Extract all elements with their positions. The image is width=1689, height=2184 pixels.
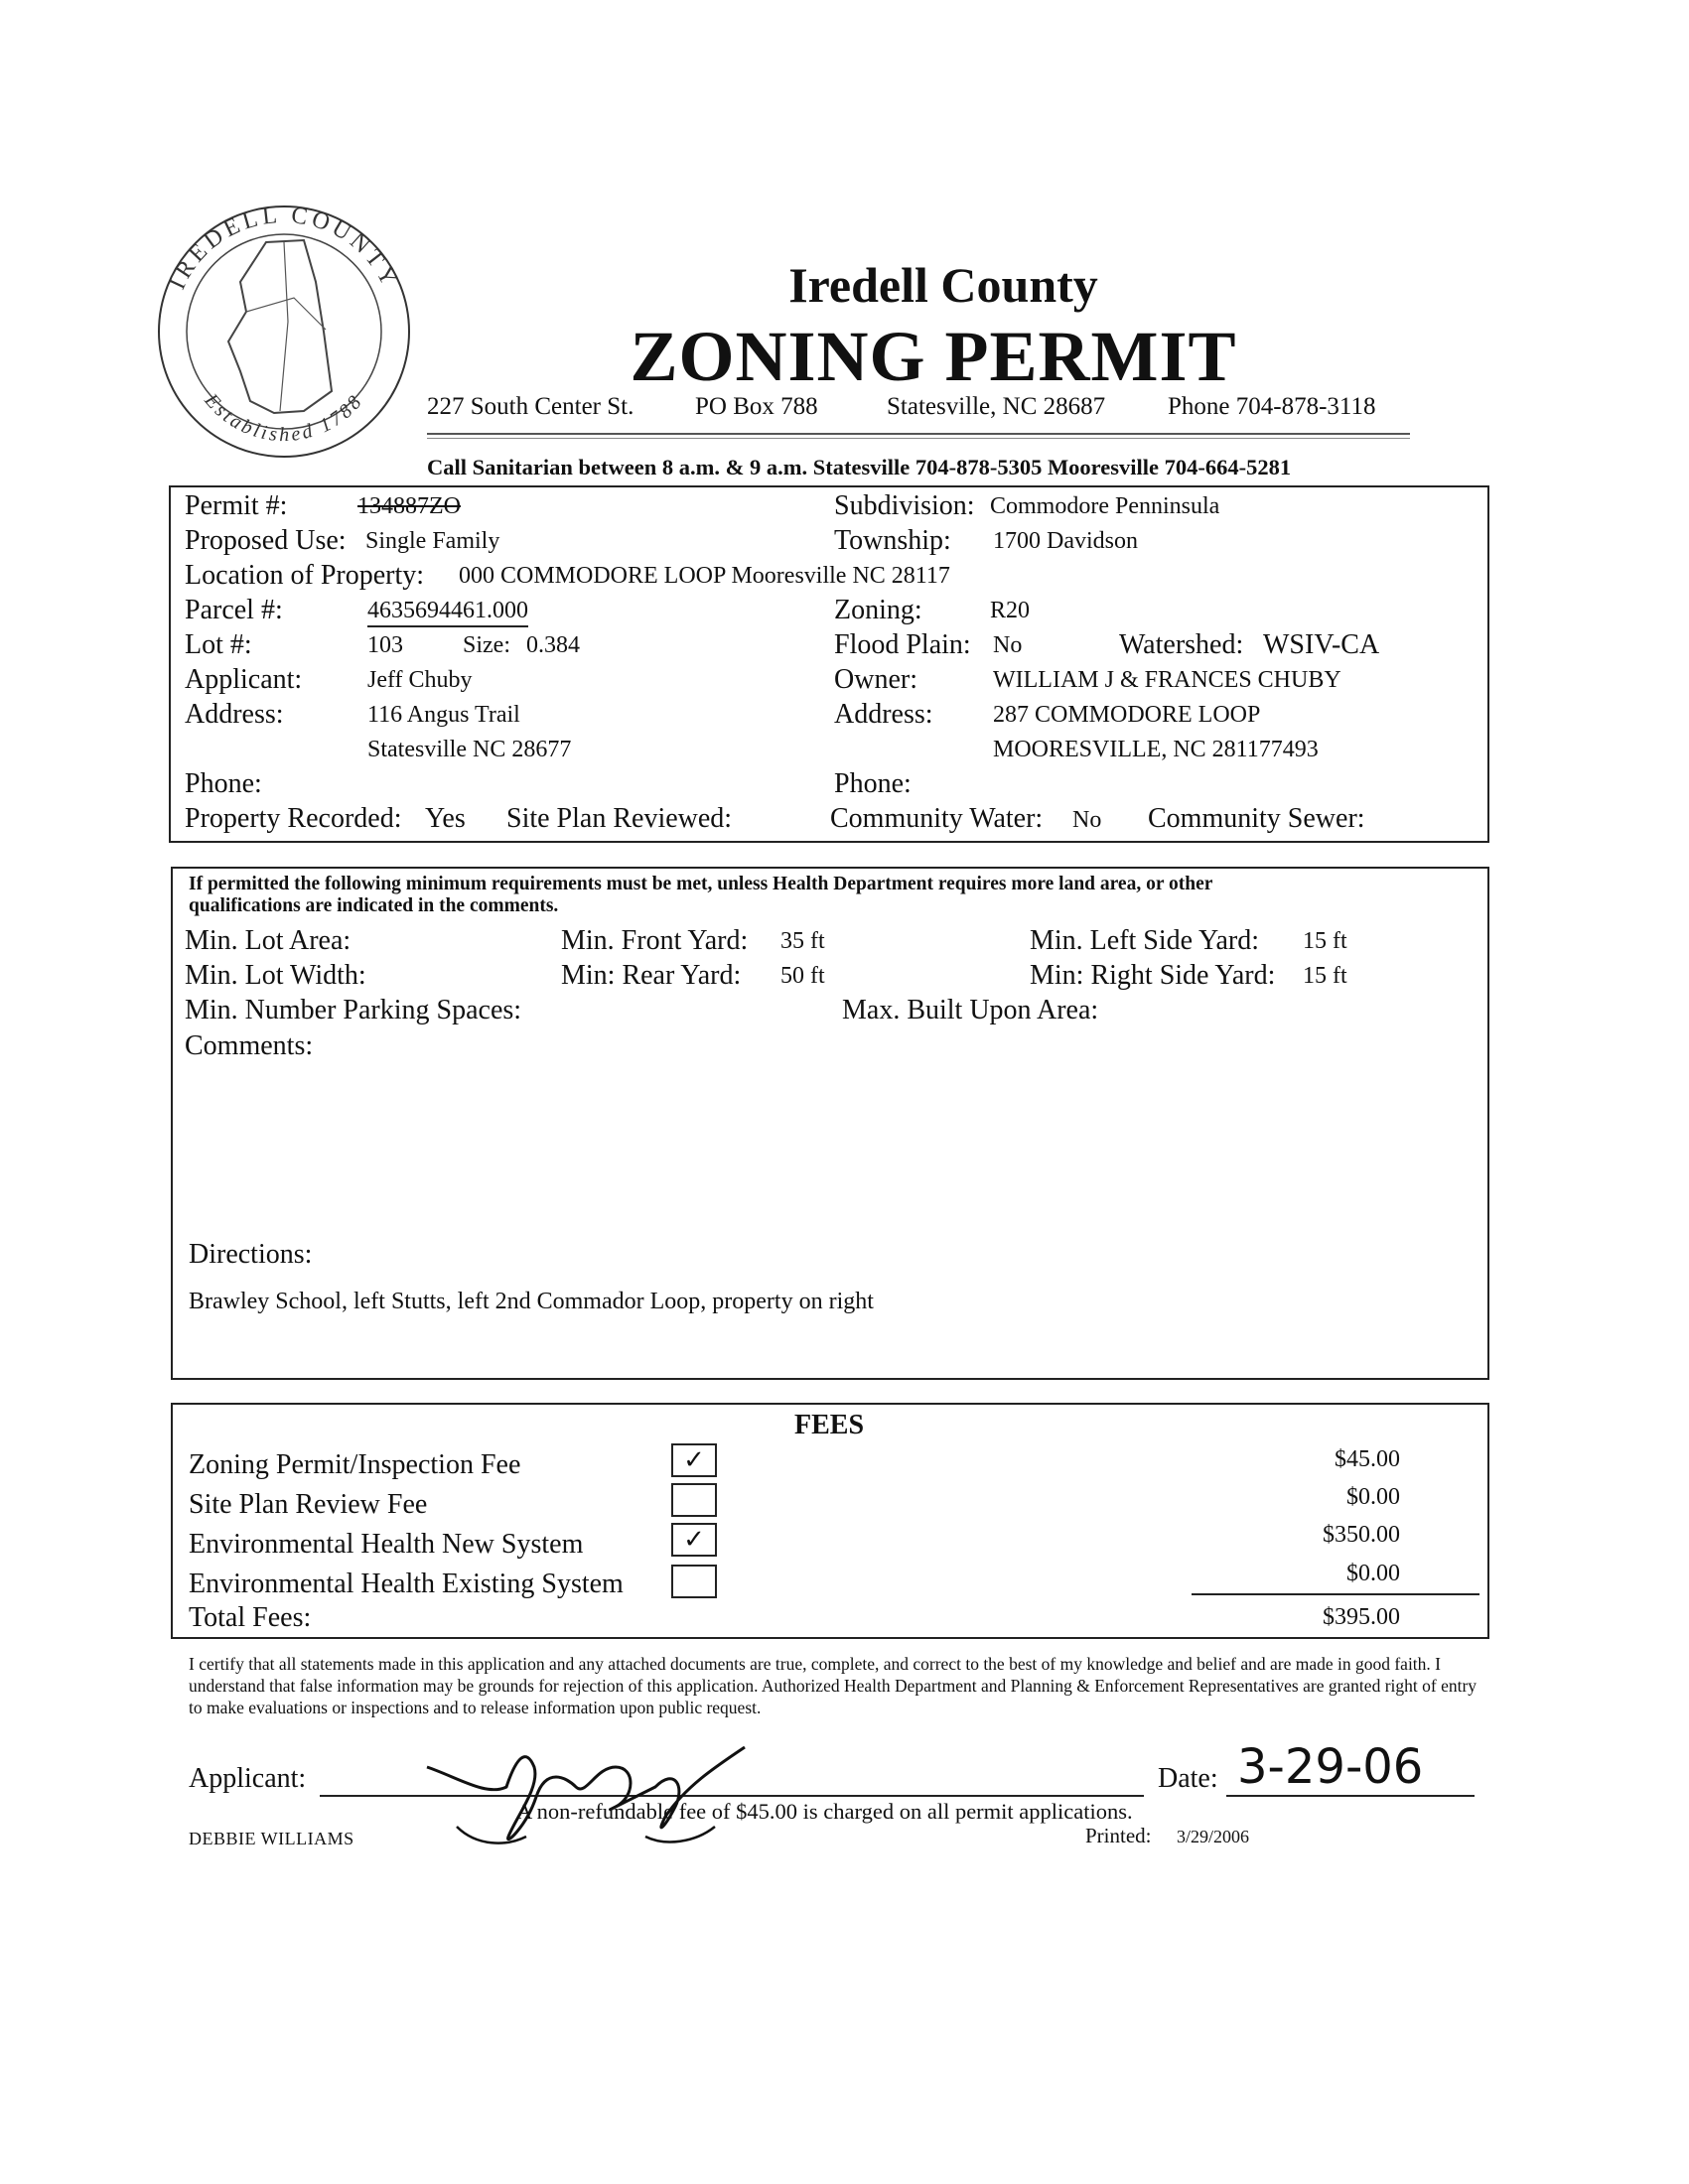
header-divider [427,433,1410,435]
location-value: 000 COMMODORE LOOP Mooresville NC 28117 [459,563,950,589]
applicant-label: Applicant: [185,664,303,695]
flood-plain-value: No [993,632,1023,658]
directions-value: Brawley School, left Stutts, left 2nd Commador Loop, property on right [189,1289,874,1314]
fee-label-eh-existing: Environmental Health Existing System [189,1569,624,1599]
header-divider-thin [427,438,1410,439]
zoning-label: Zoning: [834,595,922,625]
fee-checkbox-zoning[interactable]: ✓ [671,1443,717,1477]
fee-amount-zoning: $45.00 [1335,1446,1400,1472]
owner-address-line2: MOORESVILLE, NC 281177493 [993,737,1319,762]
date-value: 3-29-06 [1237,1739,1424,1795]
applicant-address-line2: Statesville NC 28677 [367,737,572,762]
office-phone: Phone 704-878-3118 [1168,393,1376,420]
printed-date: 3/29/2006 [1177,1827,1250,1846]
min-right-side-yard-value: 15 ft [1303,963,1347,989]
min-front-yard-label: Min. Front Yard: [561,925,749,956]
fee-checkbox-eh-new[interactable]: ✓ [671,1523,717,1557]
owner-value: WILLIAM J & FRANCES CHUBY [993,667,1341,693]
clerk-name: DEBBIE WILLIAMS [189,1829,354,1848]
min-front-yard-value: 35 ft [780,928,825,954]
property-recorded-value: Yes [425,803,466,834]
min-rear-yard-label: Min: Rear Yard: [561,960,742,991]
lot-label: Lot #: [185,629,252,660]
applicant-address-label: Address: [185,699,284,730]
proposed-use-value: Single Family [365,528,500,554]
community-water-label: Community Water: [830,803,1044,834]
min-rear-yard-value: 50 ft [780,963,825,989]
total-fees-amount: $395.00 [1323,1604,1400,1630]
fee-amount-eh-existing: $0.00 [1346,1561,1400,1586]
size-label: Size: [463,632,510,658]
site-plan-reviewed-label: Site Plan Reviewed: [506,803,733,834]
parcel-value: 4635694461.000 [367,598,528,627]
community-water-value: No [1072,807,1102,833]
applicant-signature-label: Applicant: [189,1763,307,1794]
date-label: Date: [1158,1763,1218,1794]
fee-checkbox-site-plan[interactable] [671,1483,717,1517]
min-left-side-yard-label: Min. Left Side Yard: [1030,925,1259,956]
min-lot-area-label: Min. Lot Area: [185,925,352,956]
max-built-upon-area-label: Max. Built Upon Area: [842,995,1099,1025]
po-box: PO Box 788 [695,393,818,420]
township-label: Township: [834,525,951,556]
total-fees-label: Total Fees: [189,1602,312,1633]
property-recorded-label: Property Recorded: [185,803,402,834]
flood-plain-label: Flood Plain: [834,629,971,660]
date-line [1226,1795,1475,1797]
parcel-label: Parcel #: [185,595,283,625]
subdivision-label: Subdivision: [834,490,975,521]
permit-number-value: 134887ZO [357,493,461,519]
fee-amount-eh-new: $350.00 [1323,1522,1400,1548]
township-value: 1700 Davidson [993,528,1138,554]
fees-title: FEES [794,1410,865,1440]
permit-number-label: Permit #: [185,490,288,521]
page-title: ZONING PERMIT [630,317,1237,396]
subdivision-value: Commodore Penninsula [990,493,1220,519]
owner-address-line1: 287 COMMODORE LOOP [993,702,1261,728]
seal-bottom-text: Established 1788 [200,389,368,447]
street-address: 227 South Center St. [427,393,634,420]
printed-label: Printed: [1085,1824,1152,1847]
owner-address-label: Address: [834,699,933,730]
proposed-use-label: Proposed Use: [185,525,347,556]
city-address: Statesville, NC 28687 [887,393,1106,420]
community-sewer-label: Community Sewer: [1148,803,1365,834]
location-label: Location of Property: [185,560,425,591]
certification-text: I certify that all statements made in this application and any attached documents are true, complete, and correct to the best of my knowledge and belief and are made in good faith. I understand that false information may be grounds for rejection of this application. Authorized Health Department and Planning & Enforcement Representatives are granted right of entry to make evaluations or inspections and to release information upon public request. [189,1654,1478,1717]
non-refundable-fee-note: A non-refundable fee of $45.00 is charged on all permit applications. [516,1799,1133,1824]
fee-amount-site-plan: $0.00 [1346,1484,1400,1510]
zoning-value: R20 [990,598,1031,623]
watershed-label: Watershed: [1119,629,1244,660]
min-right-side-yard-label: Min: Right Side Yard: [1030,960,1276,991]
sanitarian-note: Call Sanitarian between 8 a.m. & 9 a.m. Statesville 704-878-5305 Mooresville 704-664-5281 [427,455,1292,479]
min-lot-width-label: Min. Lot Width: [185,960,366,991]
requirements-note-line2: qualifications are indicated in the comments. [189,895,559,916]
min-parking-label: Min. Number Parking Spaces: [185,995,522,1025]
requirements-note-line1: If permitted the following minimum requirements must be met, unless Health Department requires more land area, or other [189,874,1213,894]
applicant-value: Jeff Chuby [367,667,473,693]
owner-phone-label: Phone: [834,768,912,799]
fee-label-site-plan: Site Plan Review Fee [189,1489,428,1520]
fees-sum-rule [1192,1593,1479,1595]
applicant-signature [417,1727,774,1856]
owner-label: Owner: [834,664,917,695]
county-name: Iredell County [788,257,1098,313]
directions-label: Directions: [189,1239,313,1270]
watershed-value: WSIV-CA [1263,629,1380,660]
fee-label-eh-new: Environmental Health New System [189,1529,584,1560]
min-left-side-yard-value: 15 ft [1303,928,1347,954]
applicant-address-line1: 116 Angus Trail [367,702,520,728]
fee-checkbox-eh-existing[interactable] [671,1565,717,1598]
size-value: 0.384 [526,632,580,658]
fee-label-zoning: Zoning Permit/Inspection Fee [189,1449,521,1480]
comments-label: Comments: [185,1030,314,1061]
seal-top-text: IREDELL COUNTY [164,203,404,294]
lot-value: 103 [367,632,403,658]
applicant-phone-label: Phone: [185,768,262,799]
